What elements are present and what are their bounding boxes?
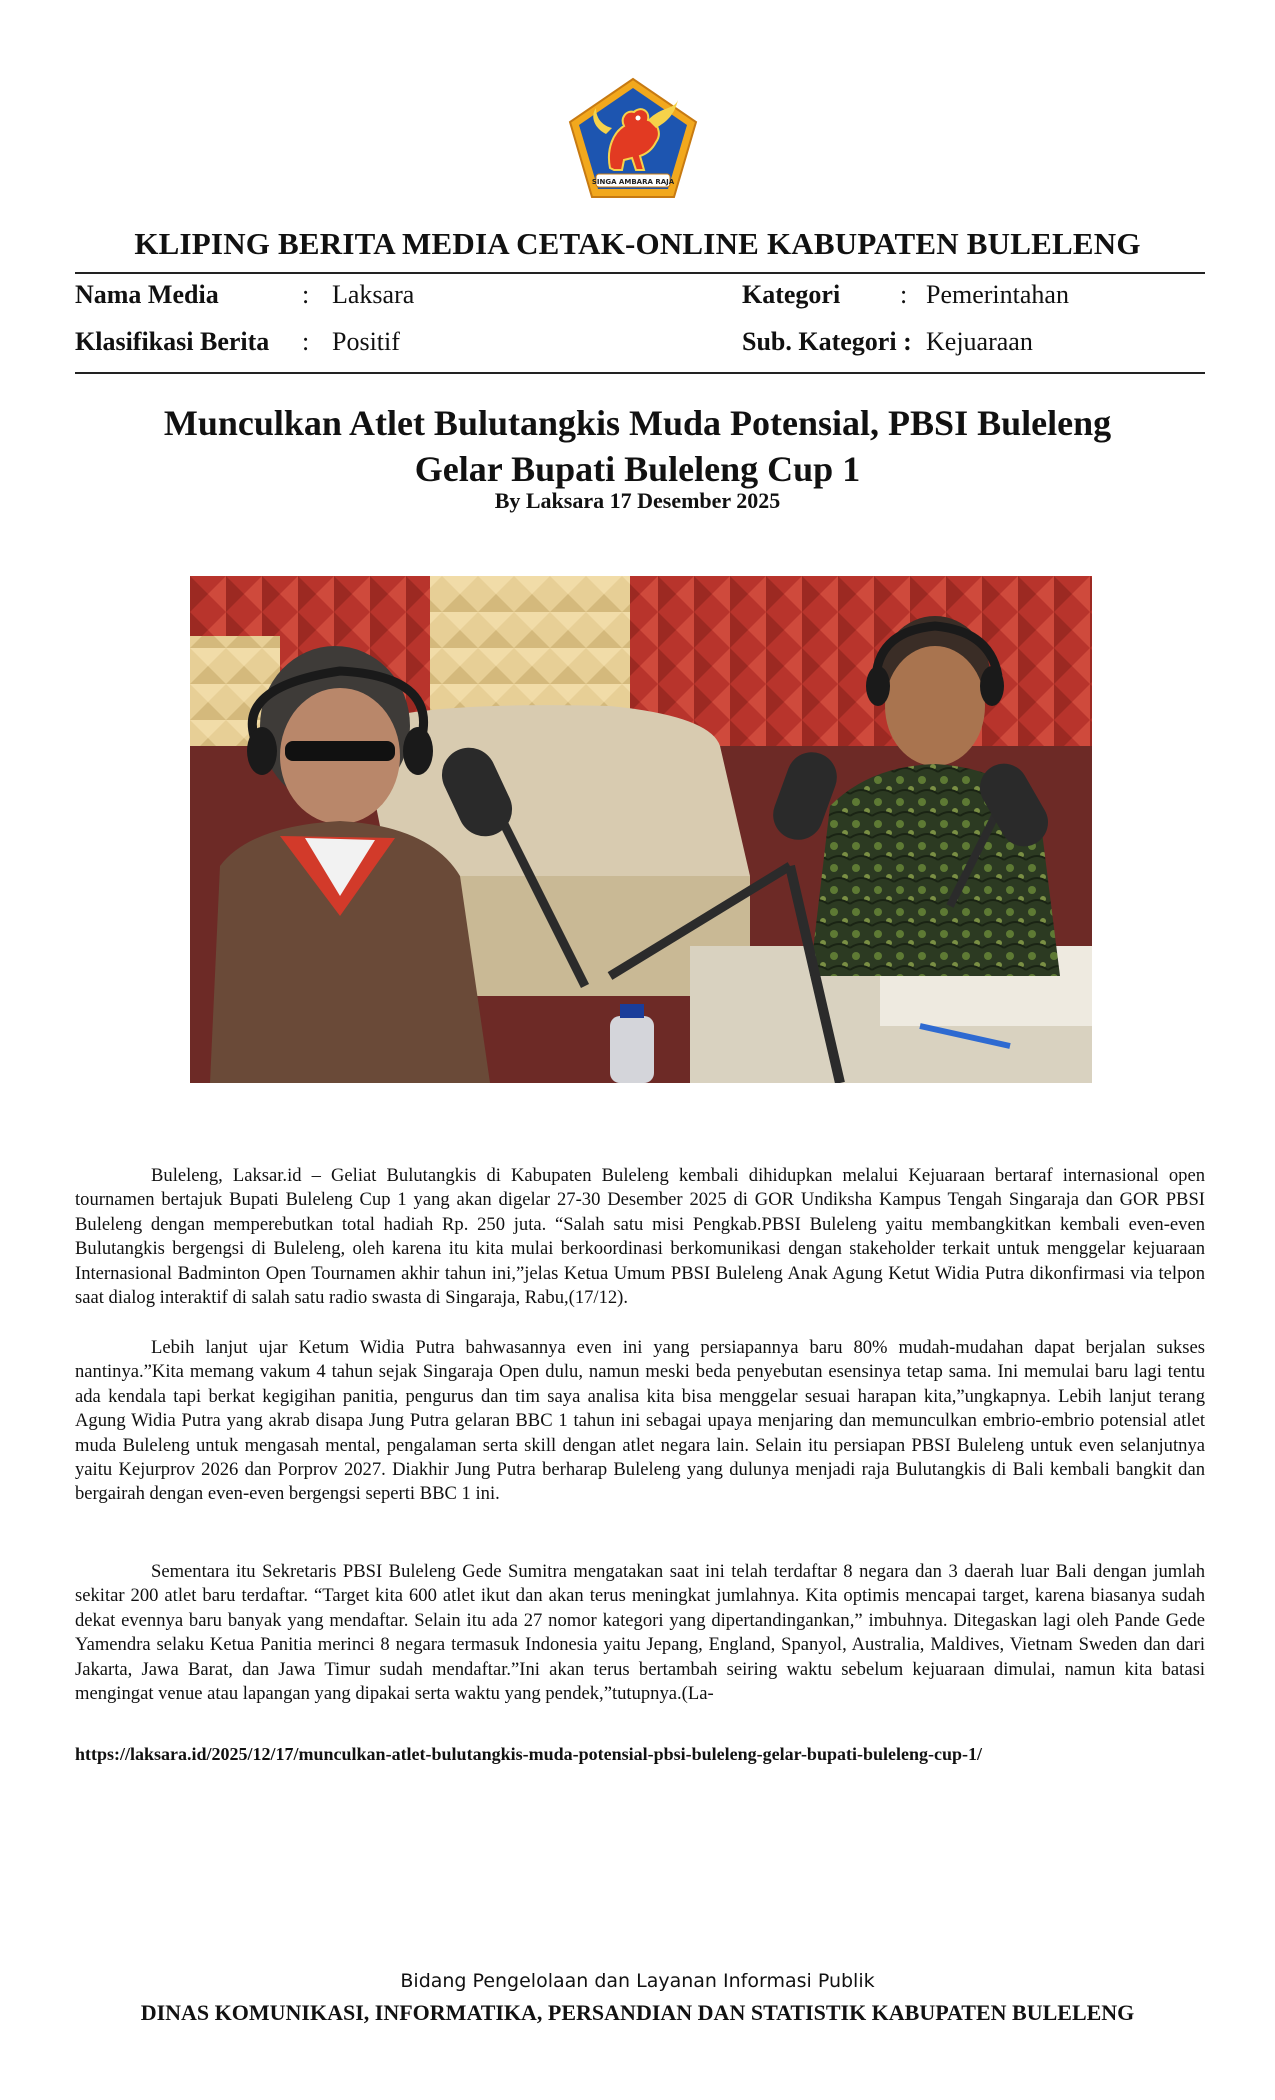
article-paragraph-3 [75, 1560, 1205, 1706]
page-title: KLIPING BERITA MEDIA CETAK-ONLINE KABUPATEN BULELENG [134, 226, 1141, 261]
bottom-divider [75, 372, 1205, 374]
article-paragraph-1 [75, 1164, 1205, 1310]
radio-interview-photo [190, 576, 1092, 1083]
klasifikasi-value: Positif [332, 327, 400, 356]
singa-ambara-raja-emblem-icon [566, 76, 700, 200]
meta-row-2 [0, 327, 1275, 363]
article-byline: By Laksara 17 Desember 2025 [494, 488, 781, 513]
headline-line-2: Gelar Bupati Buleleng Cup 1 [414, 449, 861, 489]
logo-caption: SINGA AMBARA RAJA [591, 178, 675, 186]
paragraph-text: Buleleng, Laksar.id – Geliat Bulutangkis di Kabupaten Buleleng kembali dihidupkan melalui Kejuaraan bertaraf internasional open tournamen bertajuk Bupati Buleleng Cup 1 yang akan digelar 27-30 Desember 2025 di GOR Undiksha Kampus Tengah Singaraja dan GOR PBSI Buleleng dengan memperebutkan total hadiah Rp. 250 juta. “Salah satu misi Pengkab.PBSI Buleleng yaitu membangkitkan kembali even-even Bulutangkis bergengsi di Buleleng, oleh karena itu kita mulai berkoordinasi berkomunikasi dengan stakeholder terkait untuk menggelar kejuaraan Internasional Badminton Open Tournamen akhir tahun ini,”jelas Ketua Umum PBSI Buleleng Anak Agung Ketut Widia Putra dikonfirmasi via telpon saat dialog interaktif di salah satu radio swasta di Singaraja, Rabu,(17/12). [75, 1165, 1205, 1309]
footer-department: Bidang Pengelolaan dan Layanan Informasi Publik [400, 1970, 875, 1992]
klasifikasi-colon: : [302, 327, 310, 356]
nama-media-value: Laksara [332, 280, 415, 309]
sub-kategori-label: Sub. Kategori : [742, 327, 912, 356]
paragraph-text: Lebih lanjut ujar Ketum Widia Putra bahwasannya even ini yang persiapannya baru 80% mudah-mudahan dapat berjalan sukses nantinya.”Kita memang vakum 4 tahun sejak Singaraja Open dulu, namun meski beda penyebutan esensinya tetap sama. Ini memulai baru lagi tentu ada kendala tapi berkat kegigihan panitia, pengurus dan tim saya analisa kita bisa menggelar sesuai harapan kita,”ungkapnya. Lebih lanjut terang Agung Widia Putra yang akrab disapa Jung Putra gelaran BBC 1 tahun ini sebagai upaya menjaring dan memunculkan embrio-embrio potensial atlet muda Buleleng untuk mengasah mental, pengalaman serta skill dengan atlet negara lain. Selain itu persiapan PBSI Buleleng untuk even selanjutnya yaitu Kejurprov 2026 dan Porprov 2027. Diakhir Jung Putra berharap Buleleng yang dulunya menjadi raja Bulutangkis di Bali kembali bangkit dan bergairah dengan even-even bergengsi seperti BBC 1 ini. [75, 1337, 1205, 1505]
paragraph-text: Sementara itu Sekretaris PBSI Buleleng Gede Sumitra mengatakan saat ini telah terdaftar 8 negara dan 3 daerah luar Bali dengan jumlah sekitar 200 atlet baru terdaftar. “Target kita 600 atlet ikut dan akan terus meningkat jumlahnya. Kita optimis mencapai target, karena biasanya sudah dekat evennya baru banyak yang mendaftar. Selain itu ada 27 nomor kategori yang dipertandingankan,” imbuhnya. Ditegaskan lagi oleh Pande Gede Yamendra selaku Ketua Panitia merinci 8 negara termasuk Indonesia yaitu Jepang, England, Spanyol, Australia, Maldives, Vietnam Sweden dan dari Jakarta, Jawa Barat, dan Jawa Timur sudah mendaftar.”Ini akan terus bertambah seiring waktu sebelum kejuaraan dimulai, namun kita batasi mengingat venue atau lapangan yang dipakai serta waktu yang pendek,”tutupnya.(La- [75, 1561, 1205, 1705]
klasifikasi-label: Klasifikasi Berita [75, 327, 270, 356]
kategori-label: Kategori [742, 280, 841, 309]
kategori-value: Pemerintahan [926, 280, 1069, 309]
sub-kategori-value: Kejuaraan [926, 327, 1033, 356]
kategori-colon: : [900, 280, 908, 309]
source-url-link[interactable]: https://laksara.id/2025/12/17/munculkan-atlet-bulutangkis-muda-potensial-pbsi-buleleng-gelar-bupati-buleleng-cup-1/ [75, 1744, 982, 1764]
article-headline [100, 400, 1175, 492]
nama-media-label: Nama Media [75, 280, 219, 309]
top-divider [75, 272, 1205, 274]
footer-agency: DINAS KOMUNIKASI, INFORMATIKA, PERSANDIAN DAN STATISTIK KABUPATEN BULELENG [140, 2000, 1135, 2025]
meta-row-1 [0, 280, 1275, 316]
nama-media-colon: : [302, 280, 310, 309]
headline-line-1: Munculkan Atlet Bulutangkis Muda Potensial, PBSI Buleleng [163, 403, 1112, 443]
article-paragraph-2 [75, 1336, 1205, 1507]
